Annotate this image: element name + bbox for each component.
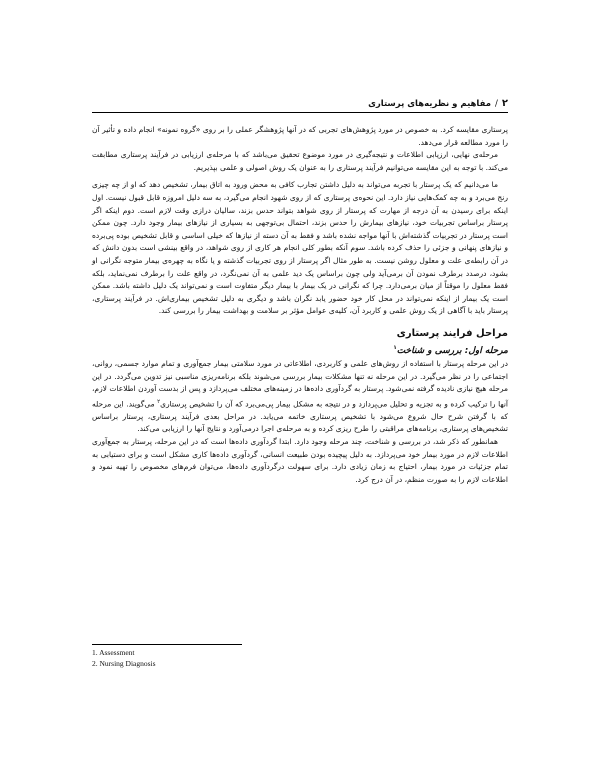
header-separator: / xyxy=(495,98,498,109)
paragraph: همانطور که ذکر شد، در بررسی و شناخت، چند مرحله وجود دارد. ابتدا گردآوری داده‌ها است که در این مرحله، پرستار به جمع‌آوری اطلاعات لازم در مورد بیمار خود می‌پردازد. به دلیل پیچیده بودن طبیعت انسانی، گردآوری داده‌ها کاری مشکل است و برای دستیابی به تمام جزئیات در مورد بیمار، احتیاج به زمان زیادی دارد. برای سهولت درگردآوری داده‌ها، می‌توان فرم‌های مخصوص را تهیه نمود و اطلاعات لازم را به صورت منظم، در آن درج کرد. xyxy=(92,436,508,484)
footnote: 2. Nursing Diagnosis xyxy=(92,658,156,668)
footnote-ref: ۱ xyxy=(393,344,397,351)
paragraph: ما می‌دانیم که یک پرستار با تجربه می‌تواند به دلیل داشتن تجارب کافی به محض ورود به اتاق بیمار، تشخیص دهد که او از چه چیزی رنج می‌برد و به چه کمک‌هایی نیاز دارد. این نحوه‌ی پرستاری که از روی شهود انجام می‌گیرد، به سه دلیل امروزه قابل قبول نیست. اول اینکه برای رسیدن به آن درجه از مهارت که پرستار از روی شواهد بتواند حدس بزند، سالیان درازی وقت لازم است. دوم اینکه اگر پرستار براساس تجربیات خود، نیازهای بیمارش را حدس بزند، احتمال بی‌توجهی به بسیاری از نیازهای بیمار وجود دارد. چون ممکن است پرستار در تجربیات گذشته‌اش با آنها مواجه نشده باشد و فقط به آن دسته از نیازها که خیلی اساسی و قابل تشخیص بوده پی‌برده و نیازهای پنهانی و جزئی را حذف کرده باشد. سوم آنکه بطور کلی انجام هر کاری از روی شواهد، در واقع بینشی است بدون دانش که در آن رابطه‌ی علت و معلول روشن نیست. به طور مثال اگر پرستار از روی تجربیات گذشته و یا نگاه به چهره‌ی بیمار متوجه نگرانی او بشود، درصدد برطرف نمودن آن برمی‌آید ولی چون براساس یک دید علمی به آن نمی‌نگرد، در واقع علت را برطرف نمی‌نماید، بلکه فقط معلول را موقتاً از میان برمی‌دارد. چرا که نگرانی در یک بیمار با بیمار دیگر متفاوت است و نمی‌تواند یک دلیل داشته باشد. ممکن است یک بیمار از اینکه نمی‌تواند در محل کار خود حضور یابد نگران باشد و دیگری به دلیل تشخیص بیماری‌اش. در فرآیند پرستاری، پرستار باید با آگاهی از یک روش علمی و کاربرد آن، کلیه‌ی عوامل مؤثر بر سلامت و بهداشت بیمار را بررسی کند. xyxy=(92,180,508,316)
footnote: 1. Assessment xyxy=(92,648,135,657)
section-heading: مراحل فرایند پرستاری xyxy=(396,327,508,339)
subsection-heading-text: مرحله اول: بررسی و شناخت xyxy=(396,345,508,356)
footnote-divider xyxy=(92,644,242,645)
footnote-ref: ۲ xyxy=(157,398,161,405)
chapter-title: مفاهیم و نظریه‌های پرستاری xyxy=(368,98,492,109)
paragraph-text: می‌گویند. این مرحله که با گرفتن شرح حال شروع می‌شود با تشخیص پرستاری خاتمه می‌یابد. در مراحل بعدی فرآیند پرستاری، پرستار براساس تشخیص‌های پرستاری، برنامه‌های مراقبتی را طرح ریزی کرده و به مرحله‌ی اجرا درمی‌آورد و نتایج آنها را ارزیابی می‌کند. xyxy=(92,399,508,434)
body-text xyxy=(92,124,508,486)
running-header xyxy=(92,95,508,113)
paragraph xyxy=(92,358,508,436)
footnotes xyxy=(92,648,392,669)
subsection-heading xyxy=(92,342,508,358)
page-number: ۲ xyxy=(501,98,508,109)
paragraph: پرستاری مقایسه کرد. به خصوص در مورد پژوهش‌های تجربی که در آنها پژوهشگر عملی را بر روی «گروه نمونه» انجام داده و تأثیر آن را مورد مطالعه قرار می‌دهد. xyxy=(92,125,508,147)
paragraph-text: در این مرحله پرستار با استفاده از روش‌های علمی و کاربردی، اطلاعاتی در مورد سلامتی بیمار جمع‌آوری و تمام موارد جسمی، روانی، اجتماعی را در نظر می‌گیرد. در این مرحله نه تنها مشکلات بیمار بررسی می‌شوند بلکه برنامه‌ریزی مناسبی نیز تدوین می‌گردد. در این مرحله هیچ نیازی نادیده گرفته نمی‌شود. پرستار به گردآوری داده‌ها در زمینه‌های مختلف می‌پردازد و پس از بدست آوردن اطلاعات لازم، آنها را ترکیب کرده و به تجزیه و تحلیل می‌پردازد و در نتیجه به مشکل بیمار پی‌می‌برد که آن را تشخیص پرستاری xyxy=(92,358,508,409)
paragraph: مرحله‌ی نهایی، ارزیابی اطلاعات و نتیجه‌گیری در مورد موضوع تحقیق می‌باشد که با مرحله‌ی ارزیابی در فرآیند پرستاری مطابقت می‌کند. با توجه به این مقایسه می‌توانیم فرآیند پرستاری را به عنوان یک روش اصولی و علمی بپذیریم. xyxy=(92,150,508,172)
